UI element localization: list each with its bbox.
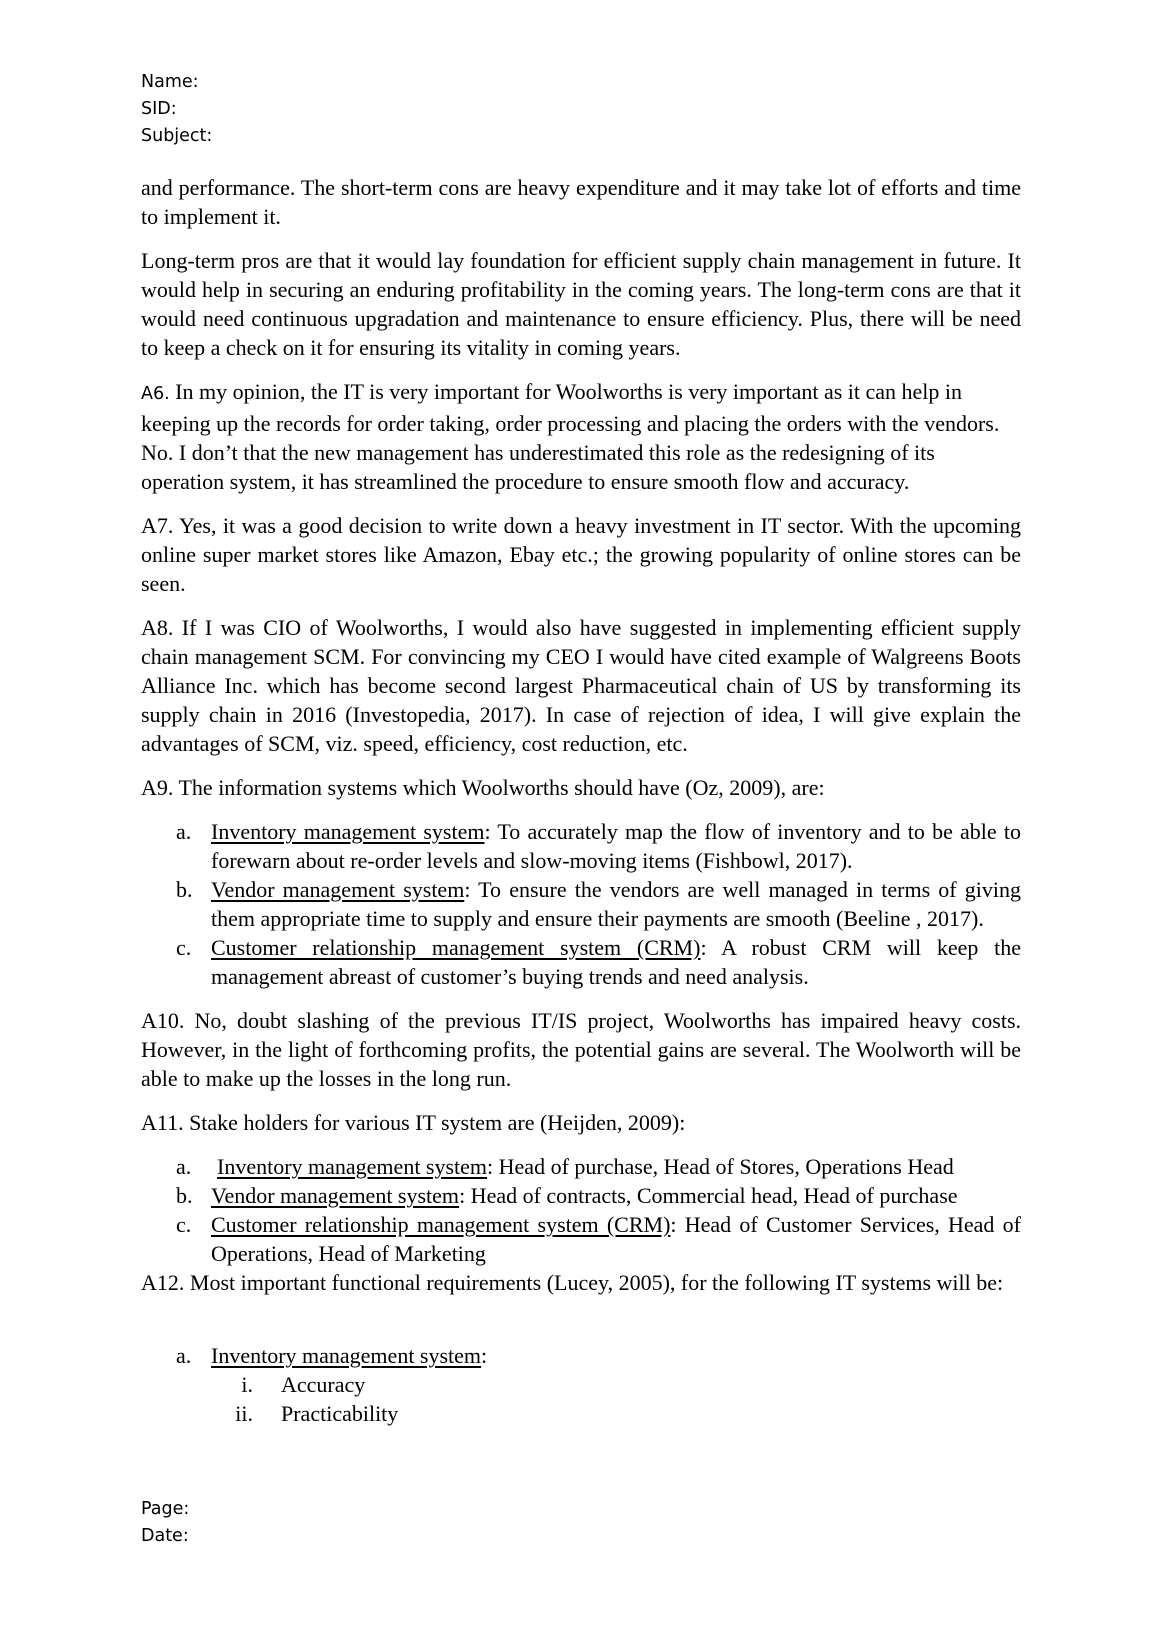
page-header xyxy=(141,69,212,150)
a12-list xyxy=(141,1341,1021,1428)
list-term: Customer relationship management system (CRM) xyxy=(211,935,701,960)
sub-list-marker: ii. xyxy=(235,1401,253,1426)
answer-a8: A8. If I was CIO of Woolworths, I would also have suggested in implementing efficient supply chain management SCM. For convincing my CEO I would have cited example of Walgreens Boots Alliance Inc. which has become second largest Pharmaceutical chain of US by transforming its supply chain in 2016 (Investopedia, 2017). In case of rejection of idea, I will give explain the advantages of SCM, viz. speed, efficiency, cost reduction, etc. xyxy=(141,615,1021,756)
list-desc: : xyxy=(481,1343,488,1368)
list-marker: a. xyxy=(176,819,192,844)
answer-a6-label: A6. xyxy=(141,384,170,404)
list-marker: a. xyxy=(176,1343,192,1368)
list-desc: : To ensure the vendors are well managed in terms of giving them appropriate time to supply and ensure their payments are smooth (Beeline , 2017). xyxy=(211,877,1021,931)
name-label: Name: xyxy=(141,72,199,92)
subject-label: Subject: xyxy=(141,126,213,146)
a12-sub-list xyxy=(211,1370,1021,1428)
list-desc: : To accurately map the flow of inventory and to be able to forewarn about re-order levels and slow-moving items (Fishbowl, 2017). xyxy=(211,819,1021,873)
sub-list-item xyxy=(211,1370,1021,1399)
list-item xyxy=(141,1181,1021,1210)
sub-list-marker: i. xyxy=(241,1372,253,1397)
page-label: Page: xyxy=(141,1499,190,1519)
list-item xyxy=(141,875,1021,933)
list-term: Inventory management system xyxy=(217,1154,488,1179)
sub-list-item xyxy=(211,1399,1021,1428)
list-marker: b. xyxy=(176,1183,193,1208)
answer-a10: A10. No, doubt slashing of the previous IT/IS project, Woolworths has impaired heavy costs. However, in the light of forthcoming profits, the potential gains are several. The Woolworth will be able to make up the losses in the long run. xyxy=(141,1008,1021,1091)
list-item xyxy=(141,817,1021,875)
document-body xyxy=(141,173,1021,1428)
list-item xyxy=(141,1341,1021,1428)
list-marker: b. xyxy=(176,877,193,902)
list-term: Vendor management system xyxy=(211,877,465,902)
answer-a11: A11. Stake holders for various IT system are (Heijden, 2009): xyxy=(141,1110,686,1135)
sub-list-text: Accuracy xyxy=(281,1372,366,1397)
list-term: Customer relationship management system (CRM) xyxy=(211,1212,671,1237)
date-label: Date: xyxy=(141,1526,189,1546)
list-desc: : A robust CRM will keep the management abreast of customer’s buying trends and need analysis. xyxy=(211,935,1021,989)
list-term: Inventory management system xyxy=(211,1343,482,1368)
spacer xyxy=(141,1312,1021,1341)
list-marker: c. xyxy=(176,935,192,960)
answer-a7: A7. Yes, it was a good decision to write down a heavy investment in IT sector. With the upcoming online super market stores like Amazon, Ebay etc.; the growing popularity of online stores can be seen. xyxy=(141,513,1021,596)
list-term: Inventory management system xyxy=(211,819,485,844)
list-term: Vendor management system xyxy=(211,1183,460,1208)
list-item xyxy=(141,1210,1021,1268)
answer-a6 xyxy=(141,377,1021,496)
list-marker: a. xyxy=(176,1154,192,1179)
list-desc: : Head of contracts, Commercial head, Head of purchase xyxy=(459,1183,958,1208)
page-footer xyxy=(141,1496,189,1550)
sub-list-text: Practicability xyxy=(281,1401,399,1426)
paragraph-continuation: and performance. The short-term cons are heavy expenditure and it may take lot of efforts and time to implement it. xyxy=(141,175,1021,229)
list-desc: : Head of purchase, Head of Stores, Operations Head xyxy=(487,1154,954,1179)
answer-a9: A9. The information systems which Woolworths should have (Oz, 2009), are: xyxy=(141,775,825,800)
paragraph-long-term: Long-term pros are that it would lay foundation for efficient supply chain management in future. It would help in securing an enduring profitability in the coming years. The long-term cons are that it would need continuous upgradation and maintenance to ensure efficiency. Plus, there will be need to keep a check on it for ensuring its vitality in coming years. xyxy=(141,248,1021,360)
list-item xyxy=(141,933,1021,991)
answer-a6-text: In my opinion, the IT is very important for Woolworths is very important as it can help in keeping up the records for order taking, order processing and placing the orders with the vendors. No. I don’t that the new management has underestimated this role as the redesigning of its operation system, it has streamlined the procedure to ensure smooth flow and accuracy. xyxy=(141,379,1000,494)
list-marker: c. xyxy=(176,1212,192,1237)
a11-list xyxy=(141,1152,1021,1268)
list-desc: : Head of Customer Services, Head of Operations, Head of Marketing xyxy=(211,1212,1021,1266)
sid-label: SID: xyxy=(141,99,177,119)
answer-a12: A12. Most important functional requirements (Lucey, 2005), for the following IT systems will be: xyxy=(141,1270,1004,1295)
list-item xyxy=(141,1152,1021,1181)
a9-list xyxy=(141,817,1021,991)
